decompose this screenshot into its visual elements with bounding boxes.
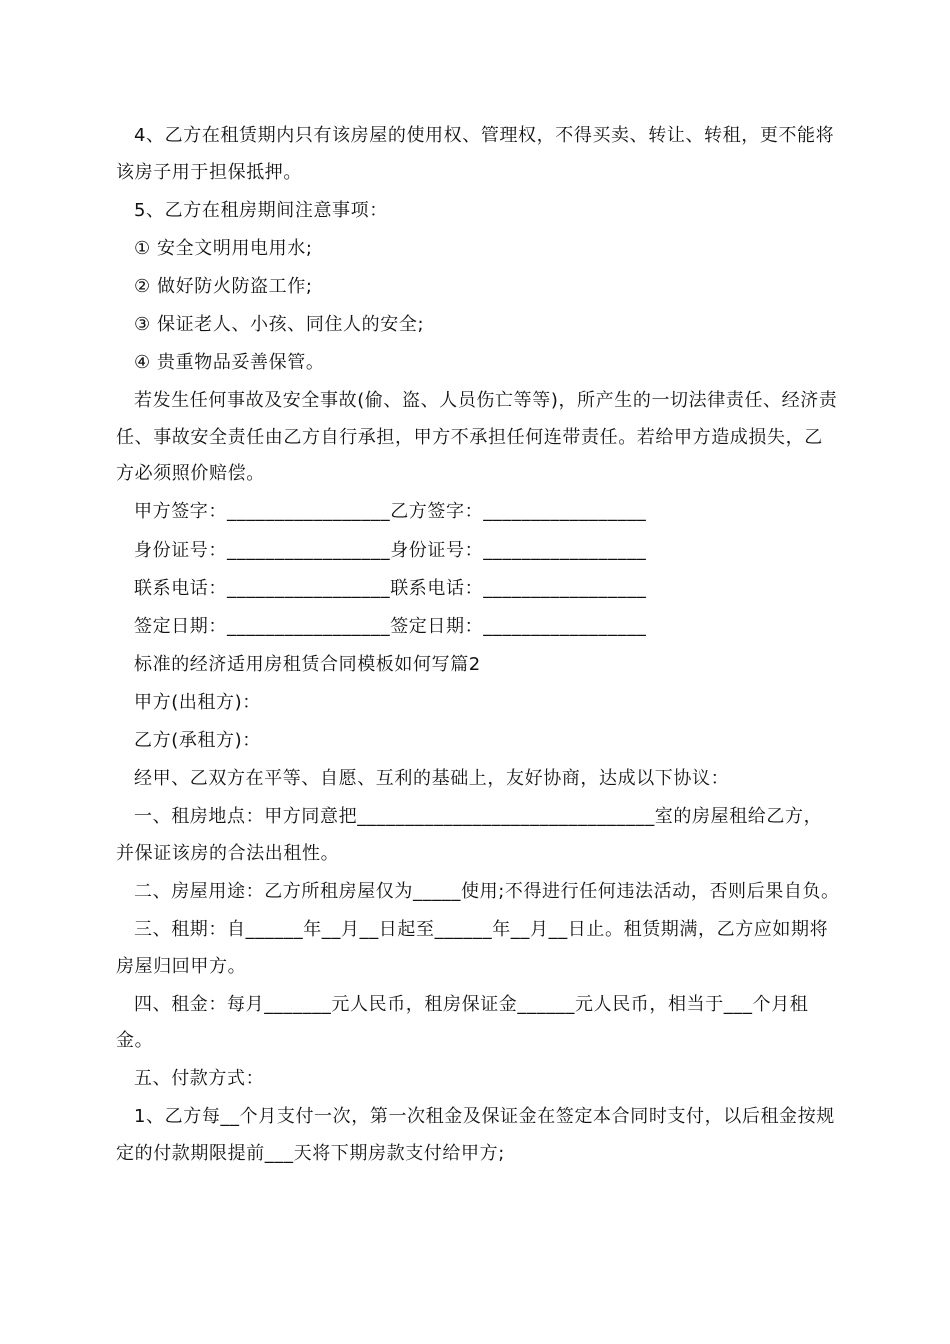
clause-payment-heading: 五、付款方式： [134, 1068, 265, 1090]
id-number-line: 身份证号：_________________身份证号：_________________ [134, 539, 647, 561]
liability-paragraph: 若发生任何事故及安全事故(偷、盗、人员伤亡等等)，所产生的一切法律责任、经济责任、事故安全责任由乙方自行承担，甲方不承担任何连带责任。若给甲方造成损失，乙方必须照价赔偿。 [116, 390, 838, 485]
precaution-item-3: ③ 保证老人、小孩、同住人的安全; [134, 313, 425, 335]
sign-date-line: 签定日期：_________________签定日期：_________________ [134, 615, 647, 637]
clause-5-heading: 5、乙方在租房期间注意事项： [134, 199, 388, 221]
clause-4: 4、乙方在租赁期内只有该房屋的使用权、管理权，不得买卖、转让、转租，更不能将该房子用于担保抵押。 [116, 125, 835, 183]
precaution-item-1: ① 安全文明用电用水; [134, 237, 313, 259]
agreement-intro: 经甲、乙双方在平等、自愿、互利的基础上，友好协商，达成以下协议： [134, 768, 730, 790]
precaution-item-2: ② 做好防火防盗工作; [134, 275, 313, 297]
clause-location: 一、租房地点：甲方同意把_______________________________室的房屋租给乙方，并保证该房的合法出租性。 [116, 806, 823, 864]
clause-usage: 二、房屋用途：乙方所租房屋仅为_____使用;不得进行任何违法活动，否则后果自负。 [134, 880, 840, 902]
phone-line: 联系电话：_________________联系电话：_________________ [134, 577, 647, 599]
signature-line: 甲方签字：_________________乙方签字：_________________ [134, 501, 647, 523]
party-b-line: 乙方(承租方)： [134, 730, 261, 751]
section-title: 标准的经济适用房租赁合同模板如何写篇2 [134, 653, 481, 675]
document-page [116, 118, 840, 1173]
clause-rent: 四、租金：每月_______元人民币，租房保证金______元人民币，相当于___个月租金。 [116, 993, 809, 1052]
precaution-item-4: ④ 贵重物品妥善保管。 [134, 352, 325, 374]
clause-payment-1: 1、乙方每__个月支付一次，第一次租金及保证金在签定本合同时支付，以后租金按规定的付款期限提前___天将下期房款支付给甲方; [116, 1106, 835, 1165]
party-a-line: 甲方(出租方)： [134, 691, 261, 713]
clause-term: 三、租期：自______年__月__日起至______年__月__日止。租赁期满，乙方应如期将房屋归回甲方。 [116, 918, 829, 977]
